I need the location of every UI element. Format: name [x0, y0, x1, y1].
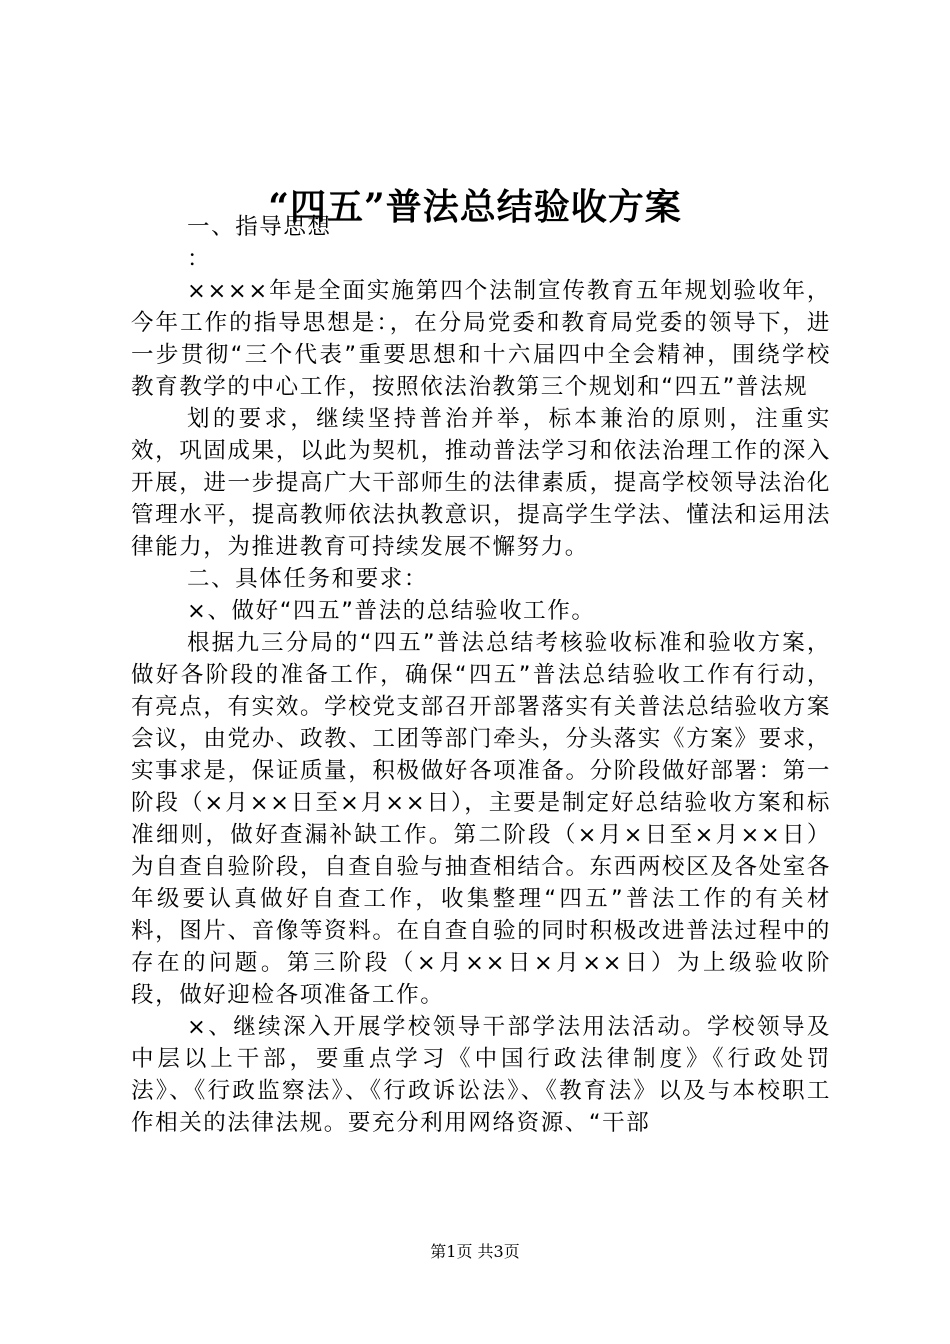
task-item-leadership-study: ×、继续深入开展学校领导干部学法用法活动。学校领导及中层以上干部，要重点学习《中国行政法律制度》《行政处罚法》、《行政监察法》、《行政诉讼法》、《教育法》以及与本校职工作相关的法律法规。要充分利用网络资源、“干部	[131, 1014, 831, 1136]
document-title: “四五”普法总结验收方案	[268, 186, 682, 228]
page-footer: 第1页 共3页	[430, 1242, 520, 1261]
paragraph-acceptance-stages: 根据九三分局的“四五”普法总结考核验收标准和验收方案，做好各阶段的准备工作，确保“四五”普法总结验收工作有行动，有亮点，有实效。学校党支部召开部署落实有关普法总结验收方案会议，由党办、政教、工团等部门牵头，分头落实《方案》要求，实事求是，保证质量，积极做好各项准备。分阶段做好部署：第一阶段（×月××日至×月××日），主要是制定好总结验收方案和标准细则，做好查漏补缺工作。第二阶段（×月×日至×月××日）为自查自验阶段，自查自验与抽查相结合。东西两校区及各处室各年级要认真做好自查工作，收集整理“四五”普法工作的有关材料，图片、音像等资料。在自查自验的同时积极改进普法过程中的存在的问题。第三阶段（×月××日×月××日）为上级验收阶段，做好迎检各项准备工作。	[131, 630, 831, 1008]
document-body	[131, 211, 831, 1139]
section-heading-guiding-thought: 一、指导思想	[187, 214, 332, 240]
section-heading-tasks: 二、具体任务和要求：	[187, 566, 429, 592]
paragraph-planning-requirements: 划的要求，继续坚持普治并举，标本兼治的原则，注重实效，巩固成果，以此为契机，推动普法学习和依法治理工作的深入开展，进一步提高广大干部师生的法律素质，提高学校领导法治化管理水平，提高教师依法执教意识，提高学生学法、懂法和运用法律能力，为推进教育可持续发展不懈努力。	[131, 406, 831, 560]
paragraph-guiding-thought: ××××年是全面实施第四个法制宣传教育五年规划验收年，今年工作的指导思想是：，在分局党委和教育局党委的领导下，进一步贯彻“三个代表”重要思想和十六届四中全会精神，围绕学校教育教学的中心工作，按照依法治教第三个规划和“四五”普法规	[131, 278, 831, 400]
task-item-summary-acceptance: ×、做好“四五”普法的总结验收工作。	[187, 598, 596, 624]
colon-line: ：	[187, 246, 212, 272]
